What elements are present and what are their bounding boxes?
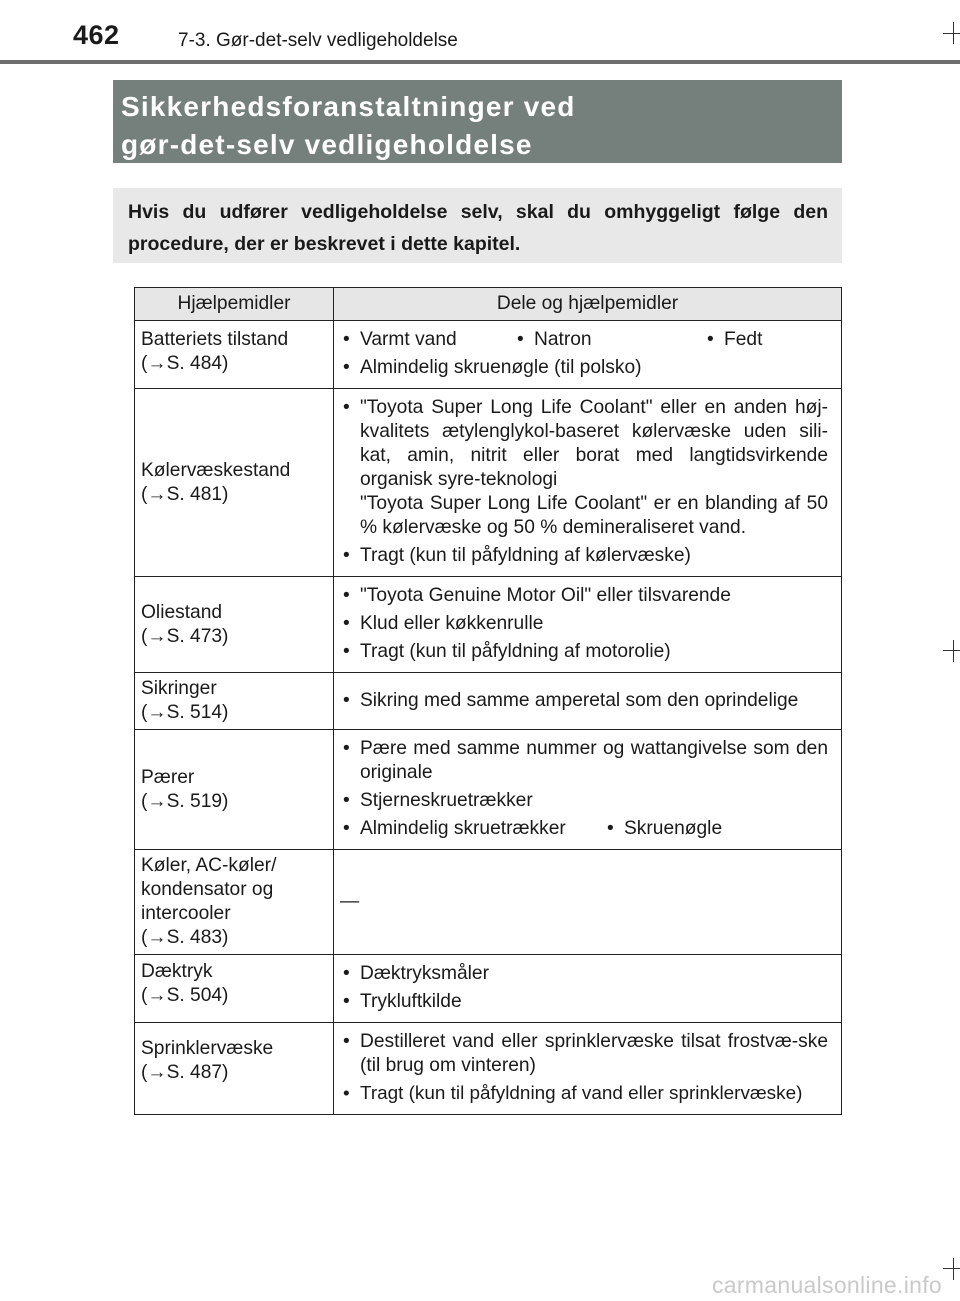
table-row [135, 389, 842, 577]
item-label: Sprinklervæske [141, 1038, 274, 1059]
parts-table [134, 287, 842, 1115]
parts-cell [334, 955, 842, 1023]
item-cell [135, 850, 334, 955]
watermark: carmanualsonline.info [711, 1272, 942, 1298]
table-row [135, 321, 842, 389]
chapter-title: Sikkerhedsforanstaltninger ved gør-det-selv vedligeholdelse [121, 91, 576, 160]
list-item: • Tragt (kun til påfyldning af motorolie) [340, 640, 828, 664]
page-reference: (→S. 514) [141, 702, 229, 723]
item-label: intercooler [141, 903, 231, 924]
list-item: • Sikring med samme amperetal som den oprindelige [340, 689, 828, 713]
list-item: • Pære med samme nummer og wattangivelse som den originale [340, 737, 828, 785]
list-item: • Destilleret vand eller sprinklervæske tilsat frostvæ-ske (til brug om vinteren) [340, 1030, 828, 1078]
item-cell [135, 389, 334, 577]
page-reference: (→S. 504) [141, 985, 229, 1006]
parts-cell [334, 673, 842, 730]
coolant-note: "Toyota Super Long Life Coolant" er en blanding af 50 % kølervæske og 50 % demineraliseret vand. [360, 493, 828, 538]
bullet-list [340, 737, 828, 813]
page-reference: (→S. 483) [141, 927, 229, 948]
list-item: • "Toyota Genuine Motor Oil" eller tilsvarende [340, 584, 828, 608]
item-label: Batteriets tilstand [141, 329, 289, 350]
intro-text: Hvis du udfører vedligeholdelse selv, skal du omhyggeligt følge den procedure, der er beskrevet i dette kapitel. [128, 201, 828, 255]
table-row [135, 955, 842, 1023]
header-rule [0, 60, 960, 64]
parts-cell [334, 1023, 842, 1115]
table-row [135, 1023, 842, 1115]
parts-cell [334, 730, 842, 850]
item-label: Sikringer [141, 678, 217, 699]
list-item: • Almindelig skruetrækker [340, 817, 604, 841]
chapter-title-band [113, 80, 842, 163]
section-title: 7-3. Gør-det-selv vedligeholdelse [178, 30, 458, 51]
column-header-parts: Dele og hjælpemidler [334, 288, 842, 321]
list-item: • Fedt [704, 328, 762, 352]
table-row [135, 730, 842, 850]
page-reference: (→S. 519) [141, 790, 229, 812]
list-item: • Tragt (kun til påfyldning af kølervæske) [340, 544, 828, 568]
parts-cell [334, 577, 842, 673]
item-label: Pærer [141, 766, 195, 788]
table-header-row [135, 288, 842, 321]
bullet-list [340, 396, 828, 568]
crop-mark [943, 650, 960, 651]
page-reference: (→S. 487) [141, 1062, 229, 1083]
inline-bullets [340, 328, 828, 352]
item-label: kondensator og [141, 879, 274, 900]
bullet-list [340, 962, 828, 1014]
list-item: • Almindelig skruenøgle (til polsko) [340, 356, 828, 380]
coolant-spec: "Toyota Super Long Life Coolant" eller en anden høj-kvalitets ætylenglykol-baseret kølervæske uden sili-kat, amin, nitrit eller borat med langtidsvirkende organisk syre-teknologi [360, 397, 828, 490]
intro-box [113, 188, 842, 263]
list-item: • Klud eller køkkenrulle [340, 612, 828, 636]
parts-cell [334, 321, 842, 389]
table-row [135, 577, 842, 673]
item-cell [135, 730, 334, 850]
crop-mark [943, 33, 960, 34]
bullet-list [340, 584, 828, 664]
parts-cell [334, 389, 842, 577]
item-label: Dæktryk [141, 961, 213, 982]
inline-bullets [340, 817, 828, 841]
item-cell [135, 1023, 334, 1115]
item-cell [135, 321, 334, 389]
item-cell [135, 955, 334, 1023]
page-reference: (→S. 473) [141, 625, 229, 647]
list-item: • Trykluftkilde [340, 990, 828, 1014]
page-reference: (→S. 484) [141, 353, 229, 374]
page-reference: (→S. 481) [141, 483, 229, 505]
table-row [135, 850, 842, 955]
crop-mark [953, 640, 954, 662]
crop-mark [943, 1268, 960, 1269]
list-item: • Skruenøgle [604, 817, 722, 841]
bullet-list [340, 356, 828, 380]
bullet-list [340, 689, 828, 713]
item-cell [135, 673, 334, 730]
list-item: • Dæktryksmåler [340, 962, 828, 986]
table-row [135, 673, 842, 730]
list-item: • Varmt vand [340, 328, 514, 352]
list-item: • Natron [514, 328, 704, 352]
parts-cell-empty [334, 850, 842, 955]
item-label: Køler, AC-køler/ [141, 855, 277, 876]
page-number: 462 [73, 20, 120, 50]
bullet-list [340, 1030, 835, 1106]
empty-dash: — [340, 891, 360, 912]
list-item: • Stjerneskruetrækker [340, 789, 828, 813]
item-cell [135, 577, 334, 673]
column-header-tools: Hjælpemidler [135, 288, 334, 321]
crop-mark [953, 22, 954, 44]
list-item: • Tragt (kun til påfyldning af vand eller sprinklervæske) [340, 1082, 835, 1106]
item-label: Kølervæskestand [141, 459, 291, 481]
crop-mark [953, 1258, 954, 1280]
list-item [340, 396, 828, 540]
page-header [0, 0, 960, 64]
item-label: Oliestand [141, 601, 223, 623]
